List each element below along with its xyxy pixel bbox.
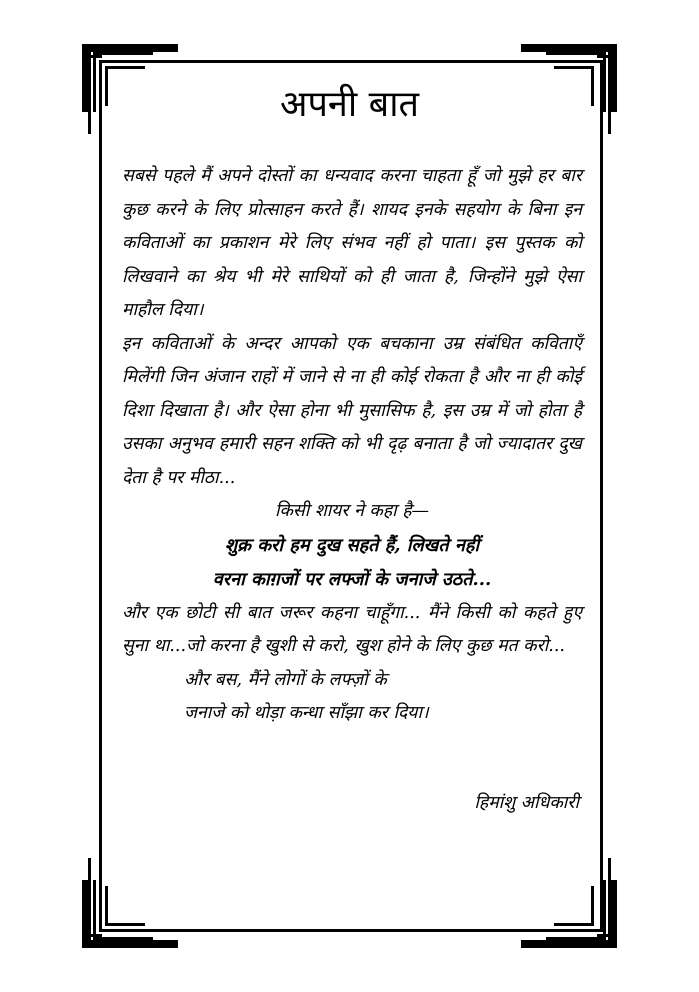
paragraph-advice: और एक छोटी सी बात जरूर कहना चाहूँगा... मैंने किसी को कहते हुए सुना था...जो करना है खुशी से करो, खुश होने के लिए कुछ मत करो... xyxy=(122,602,582,656)
page-title: अपनी बात xyxy=(279,84,420,125)
paragraph-gratitude: सबसे पहले मैं अपने दोस्तों का धन्यवाद करना चाहता हूँ जो मुझे हर बार कुछ करने के लिए प्रोत्साहन करते हैं। शायद इनके सहयोग के बिना इन कविताओं का प्रकाशन मेरे लिए संभव नहीं हो पाता। इस पुस्तक को लिखवाने का श्रेय भी मेरे साथियों को ही जाता है, जिन्होंने मुझे ऐसा माहौल दिया। xyxy=(122,166,582,320)
closing-line-2: जनाजे को थोड़ा कन्धा साँझा कर दिया। xyxy=(184,703,429,723)
quote-intro: किसी शायर ने कहा है— xyxy=(274,501,430,521)
paragraph-poems-intro: इन कविताओं के अन्दर आपको एक बचकाना उम्र संबंधित कविताएँ मिलेंगी जिन अंजान राहों में जाने से ना ही कोई रोकता है और ना ही कोई दिशा दिखाता है। और ऐसा होना भी मुसासिफ है, इस उम्र में जो होता है उसका अनुभव हमारी सहन शक्ति को भी दृढ़ बनाता है जो ज्यादातर दुख देता है पर मीठा... xyxy=(122,333,582,488)
body-content xyxy=(122,160,582,731)
closing-line-1: और बस, मैंने लोगों के लफ्ज़ों के xyxy=(184,669,387,690)
corner-ornament-bottom-left xyxy=(82,858,178,948)
couplet-line-2: वरना काग़जों पर लफ्जों के जनाजे उठते... xyxy=(212,568,492,590)
author-signature: हिमांशु अधिकारी xyxy=(474,793,579,813)
couplet-line-1: शुक्र करो हम दुख सहते हैं, लिखते नहीं xyxy=(224,534,480,556)
